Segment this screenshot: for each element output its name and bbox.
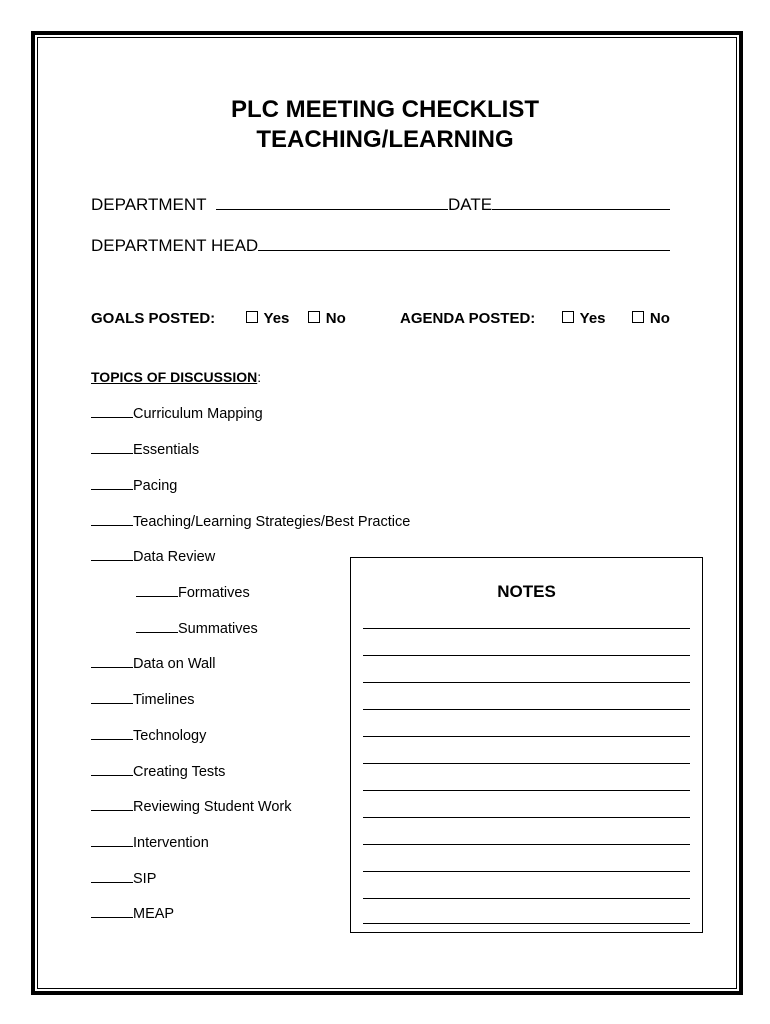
notes-line[interactable]	[363, 898, 690, 899]
topic-blank[interactable]	[91, 869, 133, 883]
topic-blank[interactable]	[91, 654, 133, 668]
notes-line[interactable]	[363, 736, 690, 737]
notes-line[interactable]	[363, 682, 690, 683]
agenda-no-label: No	[649, 310, 670, 327]
topic-item[interactable]	[91, 547, 215, 566]
topic-label: Pacing	[133, 478, 178, 494]
topic-label: Teaching/Learning Strategies/Best Practice	[133, 514, 411, 530]
topic-blank[interactable]	[91, 512, 133, 526]
topic-item[interactable]	[91, 726, 206, 745]
date-line[interactable]	[492, 195, 670, 210]
topic-label: Reviewing Student Work	[133, 799, 292, 815]
topic-blank[interactable]	[91, 833, 133, 847]
topic-item[interactable]	[91, 690, 195, 709]
agenda-yes-checkbox[interactable]	[562, 311, 574, 323]
topic-label: Timelines	[133, 692, 195, 708]
topic-item[interactable]	[91, 869, 156, 888]
page-title: PLC MEETING CHECKLIST	[230, 96, 539, 123]
topic-item[interactable]	[91, 762, 225, 781]
topic-blank[interactable]	[91, 904, 133, 918]
topic-item[interactable]	[91, 440, 199, 459]
agenda-posted-label: AGENDA POSTED:	[400, 310, 536, 327]
topic-label: Curriculum Mapping	[133, 406, 263, 422]
date-label: DATE	[447, 195, 493, 214]
agenda-yes-label: Yes	[579, 310, 606, 327]
goals-posted-label: GOALS POSTED:	[91, 310, 216, 327]
topic-item[interactable]	[91, 833, 209, 852]
topic-blank[interactable]	[91, 547, 133, 561]
goals-yes-label: Yes	[263, 310, 290, 327]
topic-label: Technology	[133, 728, 207, 744]
topic-subitem[interactable]	[136, 583, 250, 602]
topic-blank[interactable]	[91, 762, 133, 776]
topic-item[interactable]	[91, 654, 215, 673]
notes-line[interactable]	[363, 871, 690, 872]
topic-label: Creating Tests	[133, 764, 226, 780]
topic-item[interactable]	[91, 512, 410, 531]
notes-line[interactable]	[363, 763, 690, 764]
goals-no-checkbox[interactable]	[308, 311, 320, 323]
notes-box[interactable]	[350, 557, 703, 933]
notes-line[interactable]	[363, 709, 690, 710]
notes-line[interactable]	[363, 790, 690, 791]
topic-label: Formatives	[178, 585, 250, 601]
goals-no-label: No	[325, 310, 346, 327]
notes-line[interactable]	[363, 844, 690, 845]
topic-blank[interactable]	[91, 440, 133, 454]
topic-blank[interactable]	[91, 726, 133, 740]
notes-line[interactable]	[363, 817, 690, 818]
topic-item[interactable]	[91, 797, 292, 816]
department-head-field[interactable]	[91, 236, 670, 256]
topic-label: Summatives	[178, 621, 258, 637]
topic-label: Essentials	[133, 442, 200, 458]
topic-label: MEAP	[133, 906, 175, 922]
department-head-label: DEPARTMENT HEAD	[91, 236, 259, 255]
notes-line[interactable]	[363, 628, 690, 629]
topic-label: Data on Wall	[133, 656, 216, 672]
topic-blank[interactable]	[91, 690, 133, 704]
topic-blank[interactable]	[136, 583, 178, 597]
topics-heading-colon: :	[257, 369, 262, 385]
notes-line[interactable]	[363, 923, 690, 924]
topic-blank[interactable]	[136, 619, 178, 633]
topic-item[interactable]	[91, 476, 177, 495]
notes-line[interactable]	[363, 655, 690, 656]
page-subtitle: TEACHING/LEARNING	[256, 126, 514, 153]
department-head-line[interactable]	[258, 236, 670, 251]
topic-label: Data Review	[133, 549, 216, 565]
topic-item[interactable]	[91, 904, 174, 923]
topic-blank[interactable]	[91, 404, 133, 418]
topic-item[interactable]	[91, 404, 263, 423]
topics-heading-text: TOPICS OF DISCUSSION	[91, 369, 258, 385]
department-field[interactable]	[91, 195, 670, 215]
topic-label: SIP	[133, 871, 157, 887]
agenda-posted-row	[400, 310, 670, 328]
department-line[interactable]	[216, 195, 448, 210]
department-label: DEPARTMENT	[91, 195, 207, 214]
goals-posted-row	[91, 310, 346, 328]
topics-heading	[91, 368, 261, 386]
topic-blank[interactable]	[91, 797, 133, 811]
topic-subitem[interactable]	[136, 619, 258, 638]
topic-label: Intervention	[133, 835, 209, 851]
topic-blank[interactable]	[91, 476, 133, 490]
notes-title: NOTES	[497, 582, 556, 601]
goals-yes-checkbox[interactable]	[246, 311, 258, 323]
agenda-no-checkbox[interactable]	[632, 311, 644, 323]
